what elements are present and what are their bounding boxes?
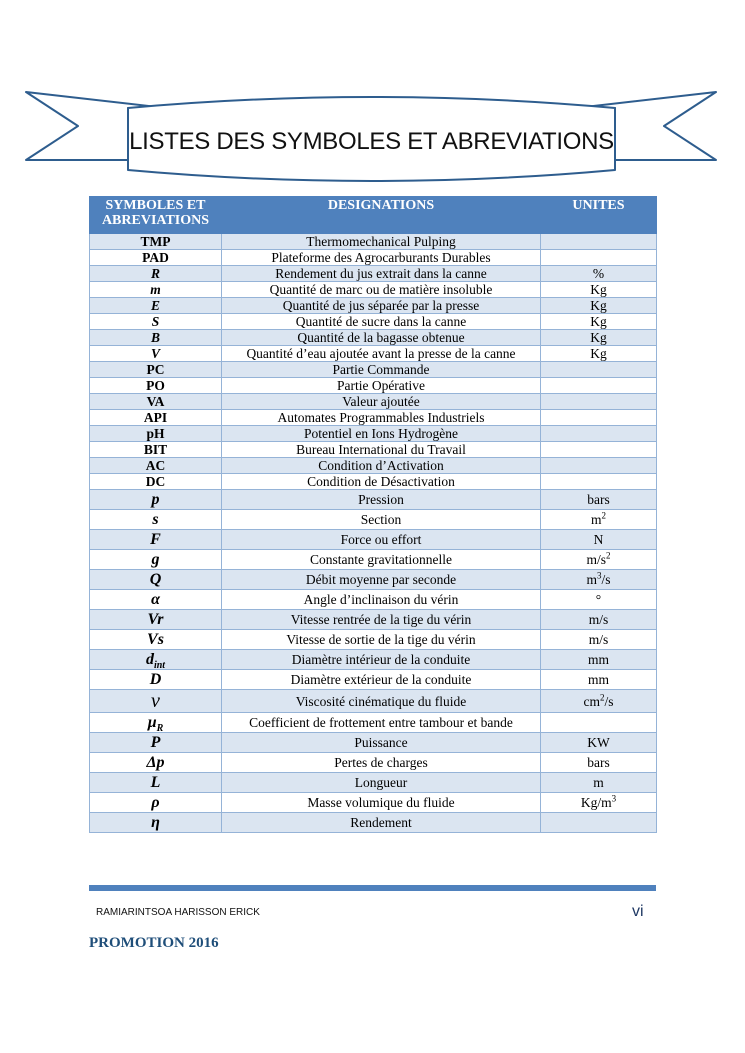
unit-superscript: 3	[597, 570, 602, 581]
symbol-cell	[90, 590, 222, 610]
table-row	[90, 394, 657, 410]
unit-cell	[541, 610, 657, 630]
footer-promotion: PROMOTION 2016	[89, 935, 219, 951]
table-row	[90, 630, 657, 650]
unit-cell	[541, 362, 657, 378]
unit-cell	[541, 550, 657, 570]
table-row	[90, 610, 657, 630]
symbol-cell	[90, 234, 222, 250]
header-units: UNITES	[541, 197, 657, 234]
unit-text: m/s	[586, 552, 606, 567]
table-row	[90, 474, 657, 490]
symbol-cell	[90, 298, 222, 314]
symbol-cell	[90, 490, 222, 510]
unit-text: °	[595, 592, 602, 607]
header-designations: DESIGNATIONS	[222, 197, 541, 234]
symbol-text: d	[145, 651, 154, 668]
symbol-text: Q	[149, 571, 162, 588]
symbol-cell	[90, 690, 222, 713]
symbol-cell	[90, 550, 222, 570]
symbol-text: η	[151, 814, 160, 831]
table-row	[90, 733, 657, 753]
symbol-text: Vs	[147, 631, 164, 648]
designation-cell: Quantité de la bagasse obtenue	[222, 330, 541, 346]
symbol-cell	[90, 314, 222, 330]
symbol-cell	[90, 813, 222, 833]
symbol-text: D	[149, 671, 162, 688]
symbols-table	[89, 196, 657, 833]
unit-cell	[541, 773, 657, 793]
unit-superscript: 2	[599, 692, 605, 702]
unit-cell	[541, 234, 657, 250]
unit-cell	[541, 394, 657, 410]
symbol-cell	[90, 458, 222, 474]
symbol-text: DC	[145, 474, 166, 489]
symbol-text: B	[150, 330, 160, 345]
table-row	[90, 550, 657, 570]
unit-text: Kg	[590, 314, 607, 329]
table-row	[90, 330, 657, 346]
unit-text: %	[592, 266, 605, 281]
unit-cell	[541, 250, 657, 266]
symbol-cell	[90, 793, 222, 813]
table-body	[90, 234, 657, 833]
symbol-cell	[90, 510, 222, 530]
unit-cell	[541, 590, 657, 610]
unit-cell	[541, 530, 657, 550]
designation-cell: Quantité d’eau ajoutée avant la presse de la canne	[222, 346, 541, 362]
symbol-text: R	[150, 266, 160, 281]
symbol-cell	[90, 713, 222, 733]
symbol-text: ρ	[151, 794, 160, 811]
unit-cell	[541, 410, 657, 426]
symbol-text: pH	[146, 426, 165, 441]
unit-cell	[541, 426, 657, 442]
unit-cell	[541, 630, 657, 650]
designation-cell: Diamètre intérieur de la conduite	[222, 650, 541, 670]
symbol-cell	[90, 266, 222, 282]
symbol-text: PO	[146, 378, 165, 393]
symbol-cell	[90, 670, 222, 690]
unit-cell	[541, 330, 657, 346]
designation-cell: Puissance	[222, 733, 541, 753]
designation-cell: Quantité de marc ou de matière insoluble	[222, 282, 541, 298]
unit-cell	[541, 282, 657, 298]
table-row	[90, 266, 657, 282]
designation-cell: Force ou effort	[222, 530, 541, 550]
unit-cell	[541, 266, 657, 282]
designation-cell: Pression	[222, 490, 541, 510]
table-row	[90, 650, 657, 670]
table-row	[90, 813, 657, 833]
designation-cell: Vitesse de sortie de la tige du vérin	[222, 630, 541, 650]
symbol-text: VA	[146, 394, 165, 409]
symbol-text: m	[150, 282, 161, 297]
symbol-cell	[90, 250, 222, 266]
unit-cell	[541, 670, 657, 690]
unit-text: mm	[587, 652, 609, 667]
designation-cell: Valeur ajoutée	[222, 394, 541, 410]
symbol-cell	[90, 733, 222, 753]
symbol-text: E	[150, 298, 160, 313]
table-row	[90, 410, 657, 426]
unit-text: bars	[587, 755, 610, 770]
unit-cell	[541, 570, 657, 590]
unit-text: m	[586, 572, 597, 587]
symbol-cell	[90, 426, 222, 442]
symbol-text: API	[143, 410, 168, 425]
symbol-cell	[90, 362, 222, 378]
table-row	[90, 250, 657, 266]
symbol-text: V	[150, 346, 160, 361]
symbol-text: L	[150, 774, 161, 791]
table-row	[90, 458, 657, 474]
page-number: vi	[632, 903, 644, 920]
designation-cell: Partie Commande	[222, 362, 541, 378]
footer-author: RAMIARINTSOA HARISSON ERICK	[96, 907, 260, 918]
unit-cell	[541, 474, 657, 490]
unit-cell	[541, 510, 657, 530]
symbol-cell	[90, 570, 222, 590]
table-row	[90, 690, 657, 713]
table-row	[90, 530, 657, 550]
unit-superscript: 2	[601, 510, 606, 521]
unit-text: Kg	[590, 346, 607, 361]
unit-cell	[541, 490, 657, 510]
table-row	[90, 773, 657, 793]
unit-text: bars	[587, 492, 610, 507]
unit-cell	[541, 314, 657, 330]
designation-cell: Vitesse rentrée de la tige du vérin	[222, 610, 541, 630]
designation-cell: Pertes de charges	[222, 753, 541, 773]
designation-cell: Coefficient de frottement entre tambour et bande	[222, 713, 541, 733]
table-row	[90, 490, 657, 510]
symbol-cell	[90, 330, 222, 346]
table-row	[90, 234, 657, 250]
table-row	[90, 713, 657, 733]
table-row	[90, 426, 657, 442]
symbol-text: α	[151, 591, 160, 608]
symbol-text: p	[151, 491, 160, 508]
table-row	[90, 282, 657, 298]
symbol-cell	[90, 410, 222, 426]
symbol-cell	[90, 474, 222, 490]
table-row	[90, 793, 657, 813]
designation-cell: Condition d’Activation	[222, 458, 541, 474]
header-symbols: SYMBOLES ET ABREVIATIONS	[90, 197, 222, 234]
symbol-text: μ	[147, 714, 157, 731]
unit-text: Kg/m	[580, 795, 612, 810]
designation-cell: Condition de Désactivation	[222, 474, 541, 490]
symbol-cell	[90, 610, 222, 630]
unit-superscript: 3	[611, 793, 617, 804]
symbol-text: P	[150, 734, 161, 751]
designation-cell: Longueur	[222, 773, 541, 793]
unit-cell	[541, 813, 657, 833]
unit-text: Kg	[590, 298, 607, 313]
designation-cell: Rendement du jus extrait dans la canne	[222, 266, 541, 282]
unit-text: m	[590, 512, 602, 527]
table-row	[90, 753, 657, 773]
designation-cell: Quantité de jus séparée par la presse	[222, 298, 541, 314]
table-row	[90, 590, 657, 610]
symbol-text: s	[152, 511, 159, 528]
table-row	[90, 346, 657, 362]
unit-text: Kg	[590, 282, 607, 297]
symbol-cell	[90, 394, 222, 410]
designation-cell: Plateforme des Agrocarburants Durables	[222, 250, 541, 266]
designation-cell: Viscosité cinématique du fluide	[222, 690, 541, 713]
unit-cell	[541, 650, 657, 670]
unit-cell	[541, 298, 657, 314]
symbol-cell	[90, 773, 222, 793]
symbol-subscript: R	[156, 723, 164, 735]
symbol-cell	[90, 378, 222, 394]
table-header-row	[90, 197, 657, 234]
symbol-cell	[90, 530, 222, 550]
symbol-text: ν	[151, 689, 160, 712]
table-row	[90, 442, 657, 458]
symbol-cell	[90, 753, 222, 773]
symbol-text: BIT	[143, 442, 168, 457]
unit-cell	[541, 378, 657, 394]
symbol-cell	[90, 630, 222, 650]
designation-cell: Débit moyenne par seconde	[222, 570, 541, 590]
designation-cell: Masse volumique du fluide	[222, 793, 541, 813]
symbol-text: TMP	[140, 234, 171, 249]
table-row	[90, 298, 657, 314]
designation-cell: Angle d’inclinaison du vérin	[222, 590, 541, 610]
designation-cell: Potentiel en Ions Hydrogène	[222, 426, 541, 442]
symbol-text: PC	[146, 362, 165, 377]
designation-cell: Thermomechanical Pulping	[222, 234, 541, 250]
symbol-cell	[90, 346, 222, 362]
table-row	[90, 570, 657, 590]
unit-text: cm	[583, 693, 600, 709]
unit-superscript: 2	[606, 550, 611, 561]
symbol-cell	[90, 650, 222, 670]
unit-text: m/s	[588, 632, 609, 647]
designation-cell: Quantité de sucre dans la canne	[222, 314, 541, 330]
unit-suffix: /s	[601, 572, 611, 587]
unit-cell	[541, 346, 657, 362]
unit-text: KW	[587, 735, 610, 750]
designation-cell: Bureau International du Travail	[222, 442, 541, 458]
table-row	[90, 670, 657, 690]
designation-cell: Automates Programmables Industriels	[222, 410, 541, 426]
table-row	[90, 510, 657, 530]
unit-cell	[541, 442, 657, 458]
unit-cell	[541, 793, 657, 813]
symbol-subscript: int	[153, 660, 166, 672]
unit-cell	[541, 733, 657, 753]
unit-cell	[541, 753, 657, 773]
designation-cell: Section	[222, 510, 541, 530]
unit-text: m/s	[588, 612, 609, 627]
symbol-text: Vr	[147, 611, 164, 628]
unit-text: m	[593, 775, 604, 790]
unit-cell	[541, 713, 657, 733]
unit-cell	[541, 690, 657, 713]
table-row	[90, 378, 657, 394]
symbol-cell	[90, 282, 222, 298]
designation-cell: Diamètre extérieur de la conduite	[222, 670, 541, 690]
unit-cell	[541, 458, 657, 474]
footer-rule	[89, 885, 656, 891]
designation-cell: Constante gravitationnelle	[222, 550, 541, 570]
unit-text: Kg	[590, 330, 607, 345]
table-row	[90, 314, 657, 330]
symbol-text: Δp	[146, 754, 165, 771]
page-title: LISTES DES SYMBOLES ET ABREVIATIONS	[129, 128, 614, 155]
designation-cell: Partie Opérative	[222, 378, 541, 394]
table-row	[90, 362, 657, 378]
unit-text: mm	[587, 672, 609, 687]
symbol-cell	[90, 442, 222, 458]
symbol-text: AC	[145, 458, 166, 473]
unit-suffix: /s	[604, 693, 614, 709]
symbol-text: PAD	[142, 250, 169, 265]
symbol-text: g	[151, 551, 160, 568]
designation-cell: Rendement	[222, 813, 541, 833]
unit-text: N	[593, 532, 604, 547]
symbol-text: F	[150, 531, 161, 548]
symbol-text: S	[151, 314, 160, 329]
